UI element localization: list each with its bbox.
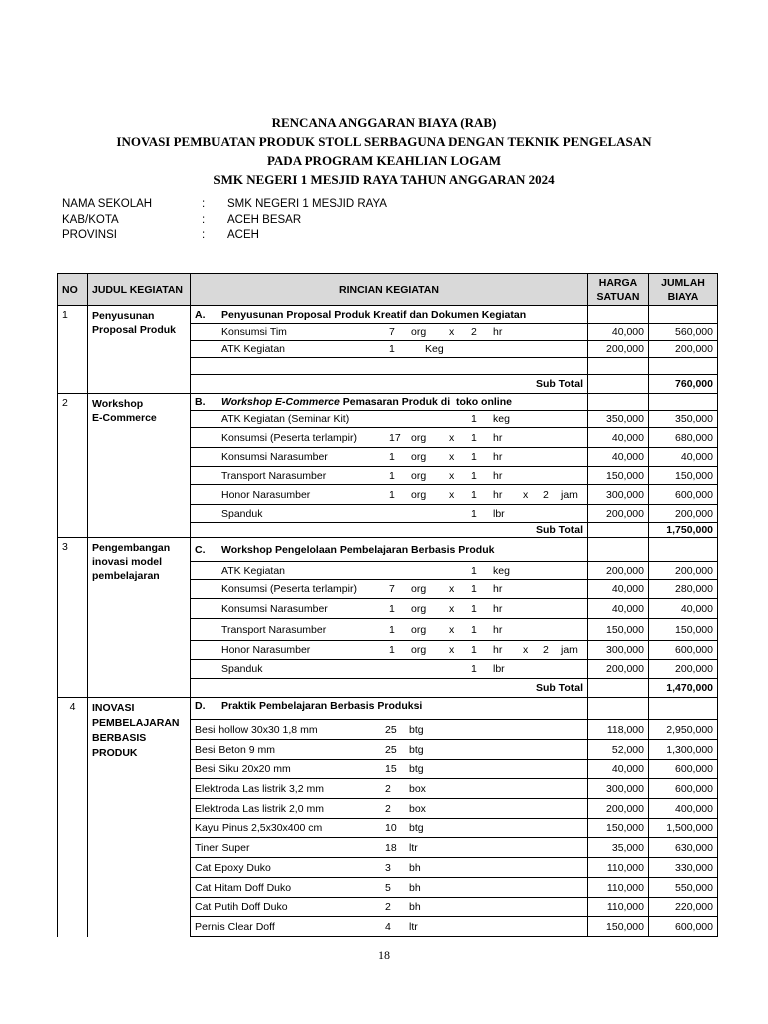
title-line-3: PADA PROGRAM KEAHLIAN LOGAM	[266, 153, 502, 168]
item-detail: Konsumsi Narasumber 1 org x 1 hr	[191, 599, 588, 619]
total-cost: 330,000	[649, 858, 718, 878]
table-row	[58, 306, 718, 324]
document-title	[0, 113, 768, 189]
total-cost: 680,000	[649, 428, 718, 448]
total-cost: 220,000	[649, 898, 718, 917]
total-cost: 280,000	[649, 580, 718, 599]
unit-price: 40,000	[588, 428, 649, 448]
unit-price: 200,000	[588, 799, 649, 819]
unit-price: 200,000	[588, 660, 649, 679]
item-detail: ATK Kegiatan 1 Keg	[191, 341, 588, 358]
total-cost: 200,000	[649, 341, 718, 358]
unit-price: 110,000	[588, 898, 649, 917]
item-detail: Besi Beton 9 mm 25 btg	[191, 740, 588, 760]
info-label: PROVINSI	[62, 229, 117, 241]
item-detail: Konsumsi Tim 7 org x 2 hr	[191, 324, 588, 341]
info-row	[62, 213, 387, 229]
title-line-2: INOVASI PEMBUATAN PRODUK STOLL SERBAGUNA DENGAN TEKNIK PENGELASAN	[116, 134, 652, 149]
section-heading: D. Praktik Pembelajaran Berbasis Produksi	[191, 698, 588, 720]
unit-price: 150,000	[588, 467, 649, 485]
info-colon: :	[202, 198, 206, 210]
subtotal-value: 760,000	[649, 375, 718, 394]
table-row	[58, 394, 718, 411]
item-detail: Honor Narasumber 1 org x 1 hr x 2 jam	[191, 485, 588, 505]
total-cost: 600,000	[649, 641, 718, 660]
title-line-4: SMK NEGERI 1 MESJID RAYA TAHUN ANGGARAN 2024	[213, 172, 555, 187]
item-detail: Transport Narasumber 1 org x 1 hr	[191, 467, 588, 485]
unit-price: 118,000	[588, 720, 649, 740]
unit-price: 150,000	[588, 917, 649, 937]
item-detail: Konsumsi Narasumber 1 org x 1 hr	[191, 448, 588, 467]
school-info	[62, 197, 387, 244]
total-cost: 2,950,000	[649, 720, 718, 740]
table-row	[58, 698, 718, 720]
unit-price: 150,000	[588, 619, 649, 641]
item-detail: Cat Putih Doff Duko 2 bh	[191, 898, 588, 917]
item-detail: Konsumsi (Peserta terlampir) 17 org x 1 hr	[191, 428, 588, 448]
activity-title: Workshop E-Commerce	[88, 394, 191, 538]
unit-price: 350,000	[588, 411, 649, 428]
total-cost: 40,000	[649, 448, 718, 467]
unit-price: 40,000	[588, 448, 649, 467]
unit-price: 40,000	[588, 599, 649, 619]
total-cost: 150,000	[649, 467, 718, 485]
info-value: SMK NEGERI 1 MESJID RAYA	[227, 198, 387, 210]
unit-price: 300,000	[588, 485, 649, 505]
item-detail: Besi hollow 30x30 1,8 mm 25 btg	[191, 720, 588, 740]
page-number: 18	[378, 948, 390, 962]
header-rincian: RINCIAN KEGIATAN	[191, 274, 588, 306]
total-cost: 200,000	[649, 660, 718, 679]
unit-price: 40,000	[588, 580, 649, 599]
info-value: ACEH	[227, 229, 259, 241]
info-row	[62, 197, 387, 213]
unit-price: 40,000	[588, 760, 649, 779]
item-detail: Honor Narasumber 1 org x 1 hr x 2 jam	[191, 641, 588, 660]
info-label: KAB/KOTA	[62, 213, 119, 226]
section-heading: B. Workshop E-Commerce Pemasaran Produk di toko online	[191, 394, 588, 411]
total-cost: 350,000	[649, 411, 718, 428]
unit-price: 200,000	[588, 562, 649, 580]
total-cost: 560,000	[649, 324, 718, 341]
info-colon: :	[202, 229, 206, 241]
total-cost: 400,000	[649, 799, 718, 819]
title-line-1: RENCANA ANGGARAN BIAYA (RAB)	[271, 115, 497, 130]
item-detail: Kayu Pinus 2,5x30x400 cm 10 btg	[191, 819, 588, 838]
row-number: 3	[58, 538, 88, 698]
total-cost: 1,300,000	[649, 740, 718, 760]
item-detail: ATK Kegiatan (Seminar Kit) 1 keg	[191, 411, 588, 428]
subtotal-value: 1,750,000	[649, 523, 718, 538]
total-cost: 600,000	[649, 485, 718, 505]
total-cost: 1,500,000	[649, 819, 718, 838]
subtotal-label: Sub Total	[191, 375, 588, 394]
item-detail: Besi Siku 20x20 mm 15 btg	[191, 760, 588, 779]
unit-price: 110,000	[588, 858, 649, 878]
activity-title: INOVASI PEMBELAJARAN BERBASIS PRODUK	[88, 698, 191, 937]
unit-price: 150,000	[588, 819, 649, 838]
info-colon: :	[202, 213, 206, 226]
item-detail: Cat Hitam Doff Duko 5 bh	[191, 878, 588, 898]
row-number: 4	[58, 698, 88, 937]
total-cost: 600,000	[649, 779, 718, 799]
item-detail: Elektroda Las listrik 2,0 mm 2 box	[191, 799, 588, 819]
item-detail: Transport Narasumber 1 org x 1 hr	[191, 619, 588, 641]
unit-price: 200,000	[588, 505, 649, 523]
table-header	[58, 274, 718, 306]
unit-price: 300,000	[588, 779, 649, 799]
budget-table	[57, 273, 718, 937]
subtotal-value: 1,470,000	[649, 679, 718, 698]
section-heading: C. Workshop Pengelolaan Pembelajaran Berbasis Produk	[191, 538, 588, 562]
header-no: NO	[58, 274, 88, 306]
item-detail: Spanduk 1 lbr	[191, 660, 588, 679]
info-value: ACEH BESAR	[227, 213, 302, 226]
item-detail: Elektroda Las listrik 3,2 mm 2 box	[191, 779, 588, 799]
header-harga: HARGA SATUAN	[588, 274, 649, 306]
total-cost: 630,000	[649, 838, 718, 858]
activity-title: Pengembangan inovasi model pembelajaran	[88, 538, 191, 698]
unit-price: 35,000	[588, 838, 649, 858]
item-detail: Tiner Super 18 ltr	[191, 838, 588, 858]
item-detail: Spanduk 1 lbr	[191, 505, 588, 523]
row-number: 2	[58, 394, 88, 538]
item-detail: ATK Kegiatan 1 keg	[191, 562, 588, 580]
total-cost: 600,000	[649, 917, 718, 937]
table-row	[58, 538, 718, 562]
item-detail: Cat Epoxy Duko 3 bh	[191, 858, 588, 878]
total-cost: 40,000	[649, 599, 718, 619]
header-jumlah: JUMLAH BIAYA	[649, 274, 718, 306]
section-heading: A. Penyusunan Proposal Produk Kreatif dan Dokumen Kegiatan	[191, 306, 588, 324]
total-cost: 600,000	[649, 760, 718, 779]
subtotal-label: Sub Total	[191, 523, 588, 538]
info-row	[62, 228, 387, 244]
item-detail: Pernis Clear Doff 4 ltr	[191, 917, 588, 937]
unit-price: 200,000	[588, 341, 649, 358]
unit-price: 52,000	[588, 740, 649, 760]
item-detail: Konsumsi (Peserta terlampir) 7 org x 1 hr	[191, 580, 588, 599]
total-cost: 550,000	[649, 878, 718, 898]
total-cost: 200,000	[649, 505, 718, 523]
unit-price: 300,000	[588, 641, 649, 660]
subtotal-label: Sub Total	[191, 679, 588, 698]
unit-price: 110,000	[588, 878, 649, 898]
activity-title: Penyusunan Proposal Produk	[88, 306, 191, 394]
header-judul: JUDUL KEGIATAN	[88, 274, 191, 306]
row-number: 1	[58, 306, 88, 394]
total-cost: 200,000	[649, 562, 718, 580]
total-cost: 150,000	[649, 619, 718, 641]
unit-price: 40,000	[588, 324, 649, 341]
info-label: NAMA SEKOLAH	[62, 198, 153, 210]
